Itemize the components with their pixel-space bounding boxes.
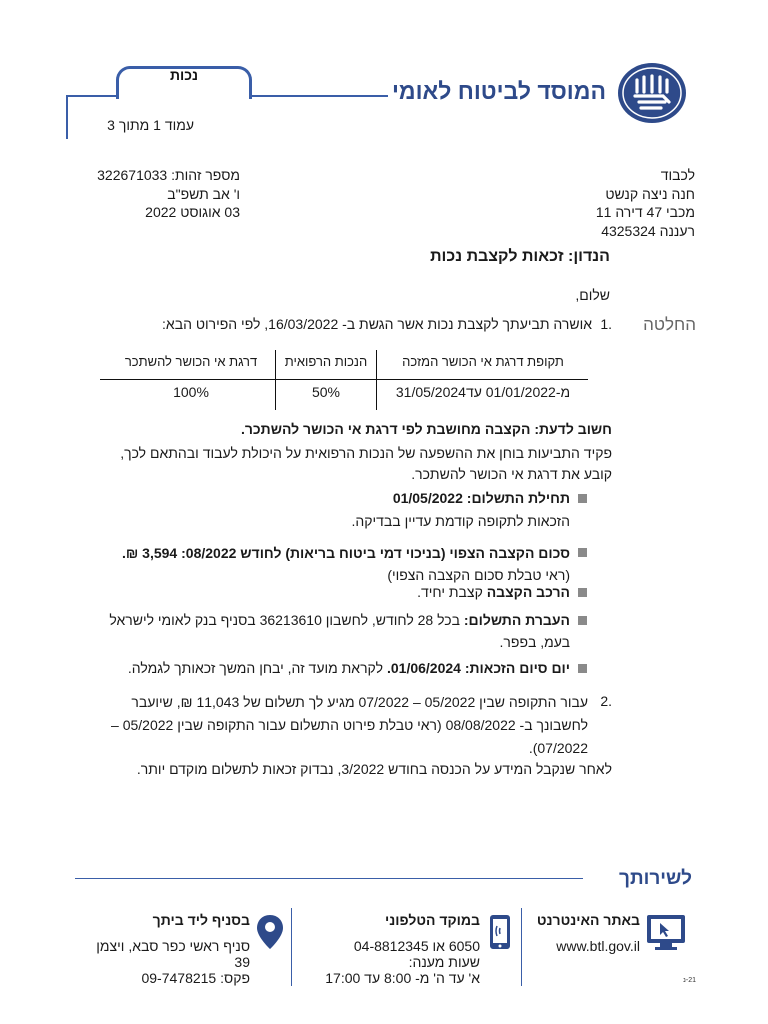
expected-amount xyxy=(100,545,570,561)
branch-fax: פקס: 09-7478215 xyxy=(141,970,250,986)
internet-title: באתר האינטרנט xyxy=(536,912,640,928)
pension-composition-value: קצבת יחיד. xyxy=(417,584,483,600)
table-cell-incapacity: 100% xyxy=(173,384,209,400)
tab-vertical-divider xyxy=(66,95,68,139)
bullet-square-icon xyxy=(578,548,587,557)
computer-cursor-icon xyxy=(646,914,686,952)
meta-block xyxy=(60,166,240,222)
service-title: לשירותך xyxy=(619,868,692,889)
item-2-number: 2. xyxy=(600,693,612,709)
header-divider xyxy=(248,95,388,97)
table-header-medical: הנכות הרפואית xyxy=(284,354,368,369)
footer-divider xyxy=(75,878,583,879)
location-pin-icon xyxy=(256,914,284,950)
table-column-divider xyxy=(376,350,377,410)
table-header-period: תקופת דרגת אי הכושר המזכה xyxy=(402,354,564,369)
item-2-text: עבור התקופה שבין 05/2022 – 07/2022 מגיע לך תשלום של 11,043 ₪, שיועבר לחשבונך ב- 08/08/2022 (ראי טבלת פירוט התשלום עבור התקופה שבין 05/2022 – 07/2022). xyxy=(111,694,588,756)
phone-icon xyxy=(489,914,511,950)
btl-logo xyxy=(617,62,687,124)
item-1-text: אושרה תביעתך לקצבת נכות אשר הגשת ב- 16/03/2022, לפי הפירוט הבא: xyxy=(162,316,592,332)
payment-transfer-details: בכל 28 לחודש, לחשבון 36213610 בסניף בנק לאומי לישראל xyxy=(109,612,460,628)
table-header-incapacity: דרגת אי הכושר להשתכר xyxy=(124,354,258,369)
item-1-number: 1. xyxy=(600,316,612,332)
entitlement-end xyxy=(90,660,570,676)
payment-start xyxy=(200,490,570,506)
greeting: שלום, xyxy=(575,287,610,303)
footer-column-divider xyxy=(291,908,292,986)
explanation xyxy=(80,443,612,485)
important-note: חשוב לדעת: הקצבה מחושבת לפי דרגת אי הכושר להשתכר. xyxy=(240,421,612,437)
expected-amount-label: סכום הקצבה הצפוי (בניכוי דמי ביטוח בריאות) לחודש 08/2022: xyxy=(181,545,570,561)
addressee-city: רעננה 4325324 xyxy=(601,222,695,239)
entitlement-end-label: יום סיום הזכאות: xyxy=(464,660,570,676)
phone-title: במוקד הטלפוני xyxy=(385,912,480,928)
expected-amount-note: (ראי טבלת סכום הקצבה הצפוי) xyxy=(387,567,570,583)
subject: הנדון: זכאות לקצבת נכות xyxy=(430,248,610,265)
phone-numbers: 6050 או 04-8812345 xyxy=(353,938,480,954)
pension-composition-label: הרכב הקצבה xyxy=(486,584,570,600)
branch-title: בסניף ליד ביתך xyxy=(152,912,250,928)
payment-start-label: תחילת התשלום: xyxy=(466,490,570,506)
branch-address-number: 39 xyxy=(234,954,250,970)
bullet-square-icon xyxy=(578,494,587,503)
entitlement-end-note: לקראת מועד זה, יבחן המשך זכאותך לגמלה. xyxy=(127,660,384,676)
addressee-street: מכבי 47 דירה 11 xyxy=(595,204,695,220)
addressee-name: חנה ניצה קנשט xyxy=(605,185,695,202)
table-cell-period: מ-01/01/2022 עד31/05/2024 xyxy=(395,384,571,400)
bullet-square-icon xyxy=(578,616,587,625)
hebrew-date: ו' אב תשפ"ב xyxy=(167,185,240,202)
table-rule xyxy=(100,379,588,380)
payment-start-note: הזכאות לתקופה קודמת עדיין בבדיקה. xyxy=(351,513,570,529)
explanation-line: קובע את דרגת אי הכושר להשתכר. xyxy=(411,466,612,482)
table-column-divider xyxy=(275,350,276,410)
table-cell-medical: 50% xyxy=(311,384,341,400)
hours-label: שעות מענה: xyxy=(408,954,480,970)
addressee-block xyxy=(440,166,695,240)
org-name: המוסד לביטוח לאומי xyxy=(391,78,606,104)
entitlement-end-value: 01/06/2024. xyxy=(386,660,461,676)
payment-transfer xyxy=(80,612,570,628)
hours-value: א' עד ה' מ- 8:00 עד 17:00 xyxy=(325,970,480,986)
form-code: 21-נ xyxy=(683,977,696,984)
decision-label: החלטה xyxy=(643,315,696,334)
website-link[interactable]: www.btl.gov.il xyxy=(556,938,640,954)
payment-start-value: 01/05/2022 xyxy=(392,490,463,506)
id-number: מספר זהות: 322671033 xyxy=(97,167,240,183)
branch-address: סניף ראשי כפר סבא, ויצמן xyxy=(96,938,250,954)
page-counter: עמוד 1 מתוך 3 xyxy=(107,117,194,133)
tab-divider xyxy=(66,95,118,97)
expected-amount-value: 3,594 ₪. xyxy=(122,545,178,561)
payment-transfer-label: העברת התשלום: xyxy=(463,612,570,628)
item-2-followup: לאחר שנקבל המידע על הכנסה בחודש 3/2022, נבדוק זכאות לתשלום מוקדם יותר. xyxy=(136,761,612,777)
salutation: לכבוד xyxy=(660,167,695,183)
bullet-square-icon xyxy=(578,664,587,673)
department-tab-label: נכות xyxy=(169,67,199,83)
payment-transfer-bank: בעמ, בפפר. xyxy=(499,634,570,650)
pension-composition xyxy=(200,584,570,600)
footer-column-divider xyxy=(521,908,522,986)
letter-date: 03 אוגוסט 2022 xyxy=(145,204,240,220)
explanation-line: פקיד התביעות בוחן את ההשפעה של הנכות הרפואית על היכולת לעבוד ובהתאם לכך, xyxy=(120,445,612,461)
bullet-square-icon xyxy=(578,588,587,597)
